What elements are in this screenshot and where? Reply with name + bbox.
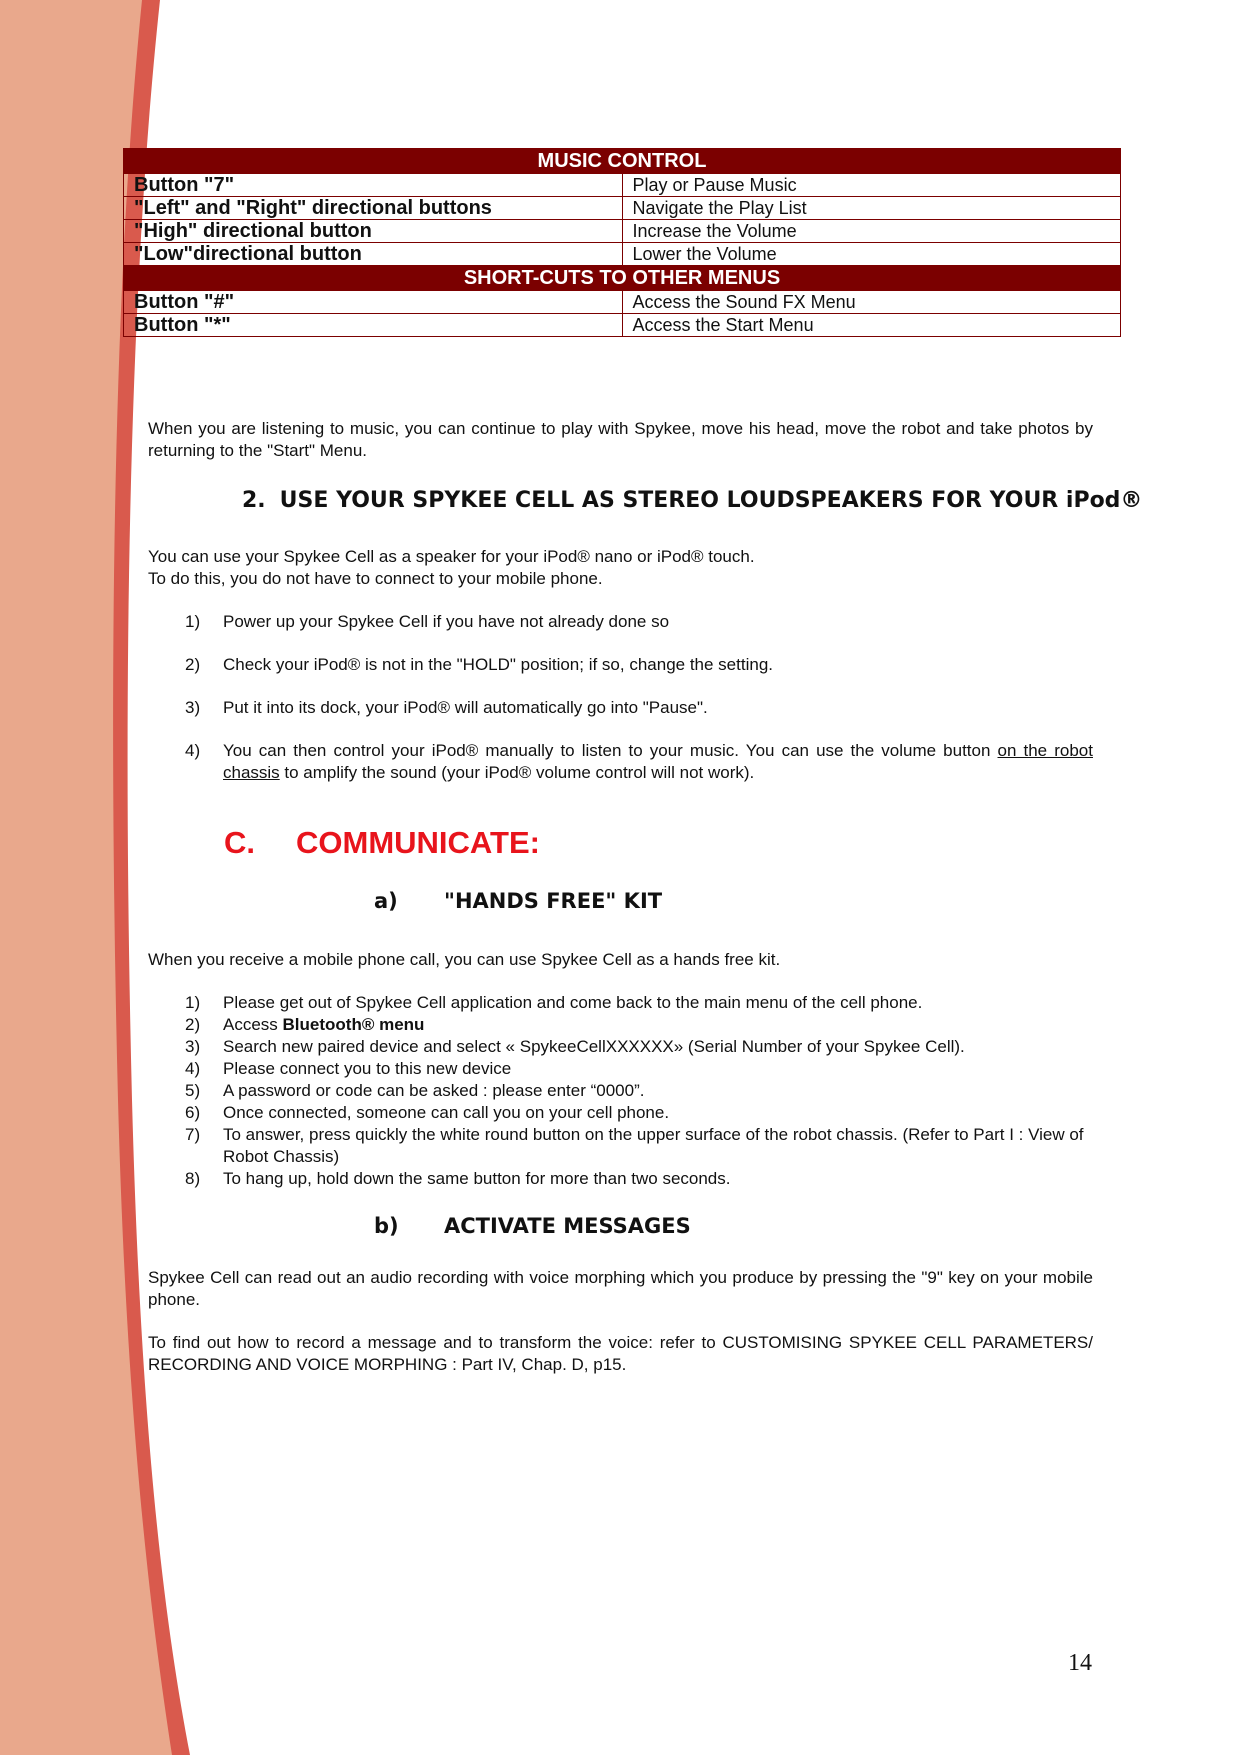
list-item: 4) You can then control your iPod® manually to listen to your music. You can use the volume button on the robot chassis to amplify the sound (your iPod® volume control will not work). [185, 741, 1093, 782]
table-row [124, 243, 1121, 266]
subsection-a-heading: a) "HANDS FREE" KIT [374, 889, 663, 913]
subsection-b-heading: b) ACTIVATE MESSAGES [374, 1214, 691, 1238]
section-title: USE YOUR SPYKEE CELL AS STEREO LOUDSPEAKERS FOR YOUR iPod® [279, 488, 1143, 513]
intro-paragraph [148, 418, 1093, 462]
music-control-header: MUSIC CONTROL [124, 149, 1121, 174]
section-c-heading [224, 825, 540, 861]
list-item: 1) Please get out of Spykee Cell application and come back to the main menu of the cell phone. [185, 993, 923, 1012]
list-item: 2) Access Bluetooth® menu [185, 1015, 425, 1034]
table-row [124, 314, 1121, 337]
control-action: Access the Sound FX Menu [622, 291, 1121, 314]
control-action: Access the Start Menu [622, 314, 1121, 337]
control-key: Button "#" [124, 291, 623, 314]
control-action: Increase the Volume [622, 220, 1121, 243]
table-row [124, 220, 1121, 243]
list-item: 3) Put it into its dock, your iPod® will automatically go into "Pause". [185, 698, 708, 717]
section-2-heading [242, 488, 1142, 513]
list-item: 3) Search new paired device and select « SpykeeCellXXXXXX» (Serial Number of your Spykee Cell). [185, 1037, 965, 1056]
activate-messages-para-2: To find out how to record a message and to transform the voice: refer to CUSTOMISING SPYKEE CELL PARAMETERS/ RECORDING AND VOICE MORPHING : Part IV, Chap. D, p15. [148, 1333, 1093, 1374]
table-row [124, 291, 1121, 314]
control-action: Play or Pause Music [622, 174, 1121, 197]
section-c-title: COMMUNICATE: [296, 825, 540, 860]
music-control-table [123, 148, 1121, 337]
list-item: 4) Please connect you to this new device [185, 1059, 512, 1078]
intro-text: When you are listening to music, you can continue to play with Spykee, move his head, move the robot and take photos by returning to the "Start" Menu. [148, 419, 1093, 460]
control-action: Lower the Volume [622, 243, 1121, 266]
list-item: 8) To hang up, hold down the same button for more than two seconds. [185, 1169, 731, 1188]
shortcuts-header: SHORT-CUTS TO OTHER MENUS [124, 266, 1121, 291]
list-item: 2) Check your iPod® is not in the "HOLD" position; if so, change the setting. [185, 655, 773, 674]
ipod-steps-list [185, 611, 1093, 784]
hands-free-intro: When you receive a mobile phone call, you can use Spykee Cell as a hands free kit. [148, 950, 781, 969]
control-key: "Low"directional button [124, 243, 623, 266]
control-key: Button "7" [124, 174, 623, 197]
control-action: Navigate the Play List [622, 197, 1121, 220]
list-item: 5) A password or code can be asked : please enter “0000”. [185, 1081, 645, 1100]
section-2-intro [148, 546, 1093, 590]
section-2-para-2: To do this, you do not have to connect to your mobile phone. [148, 569, 603, 588]
robot-chassis-emphasis: on the robot chassis [223, 741, 1093, 782]
list-item: 6) Once connected, someone can call you on your cell phone. [185, 1103, 670, 1122]
subsection-b-title: ACTIVATE MESSAGES [444, 1214, 691, 1238]
list-item: 1) Power up your Spykee Cell if you have not already done so [185, 612, 670, 631]
section-letter: C. [224, 825, 255, 860]
bluetooth-menu-label: Bluetooth® menu [282, 1015, 425, 1034]
control-key: Button "*" [124, 314, 623, 337]
activate-messages-para-1: Spykee Cell can read out an audio recording with voice morphing which you produce by pressing the "9" key on your mobile phone. [148, 1268, 1093, 1309]
table-row [124, 174, 1121, 197]
table-row [124, 197, 1121, 220]
list-item: 7) To answer, press quickly the white round button on the upper surface of the robot chassis. (Refer to Part I : View of Robot Chassis) [185, 1125, 1084, 1166]
page-number: 14 [1068, 1650, 1092, 1676]
control-key: "High" directional button [124, 220, 623, 243]
section-number: 2. [242, 488, 266, 513]
hands-free-steps-list [185, 992, 1093, 1190]
control-key: "Left" and "Right" directional buttons [124, 197, 623, 220]
subsection-a-title: "HANDS FREE" KIT [444, 889, 663, 913]
section-2-para-1: You can use your Spykee Cell as a speaker for your iPod® nano or iPod® touch. [148, 547, 755, 566]
